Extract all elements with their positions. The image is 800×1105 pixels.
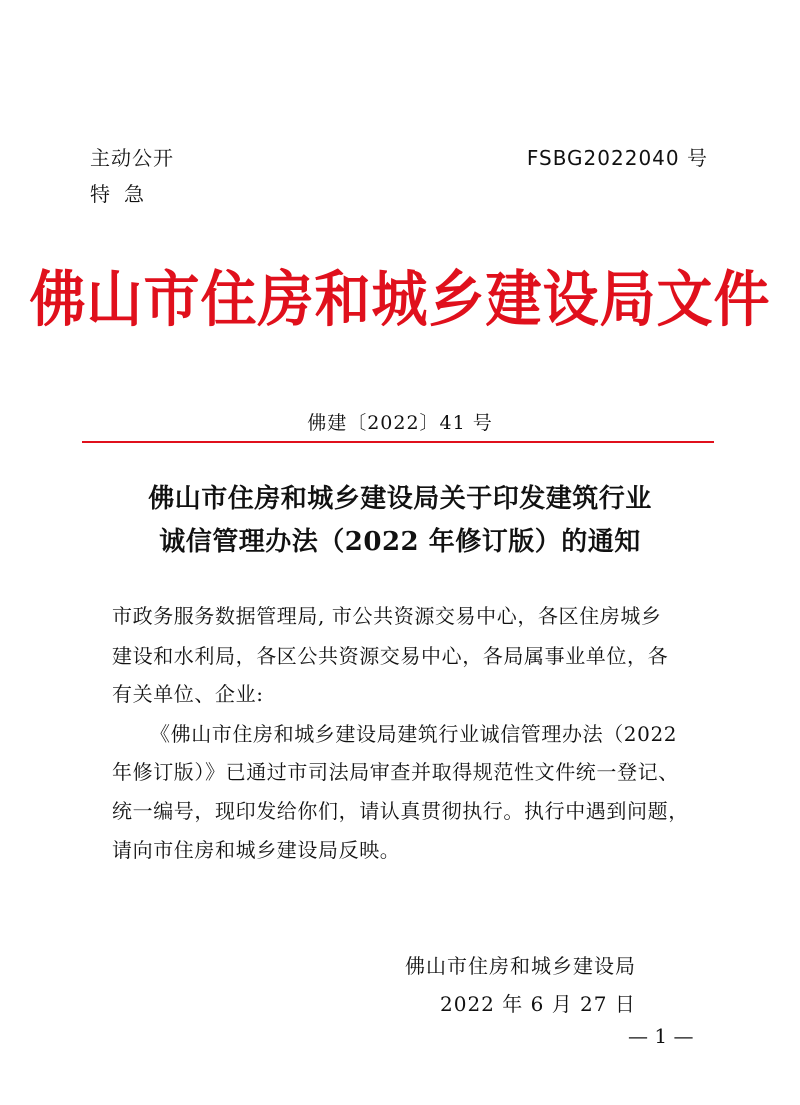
recipients-line-2: 建设和水利局，各区公共资源交易中心，各局属事业单位，各: [112, 644, 669, 668]
red-divider-line: [82, 441, 714, 443]
signature-date: 2022 年 6 月 27 日: [440, 992, 636, 1016]
page-number: — 1 —: [628, 1024, 694, 1048]
urgency-label: 特急: [90, 182, 158, 206]
body-paragraph-line-2: 年修订版）》已通过市司法局审查并取得规范性文件统一登记、: [112, 760, 679, 784]
document-title-line-1: 佛山市住房和城乡建设局关于印发建筑行业: [148, 484, 652, 514]
recipients-line-1: 市政务服务数据管理局, 市公共资源交易中心，各区住房城乡: [112, 604, 662, 628]
signature-organization: 佛山市住房和城乡建设局: [405, 954, 636, 978]
serial-number: FSBG2022040 号: [526, 146, 708, 170]
body-paragraph-line-1: 《佛山市住房和城乡建设局建筑行业诚信管理办法（2022: [150, 722, 678, 746]
document-number: 佛建〔2022〕41 号: [307, 412, 493, 434]
body-paragraph-line-4: 请向市住房和城乡建设局反映。: [112, 838, 401, 862]
body-paragraph-line-3: 统一编号，现印发给你们，请认真贯彻执行。执行中遇到问题，: [112, 799, 689, 823]
issuing-authority-header: 佛山市住房和城乡建设局文件: [29, 263, 771, 335]
document-title-line-2: 诚信管理办法（2022 年修订版）的通知: [159, 527, 641, 557]
disclosure-label: 主动公开: [90, 146, 174, 170]
recipients-line-3: 有关单位、企业:: [112, 682, 264, 706]
